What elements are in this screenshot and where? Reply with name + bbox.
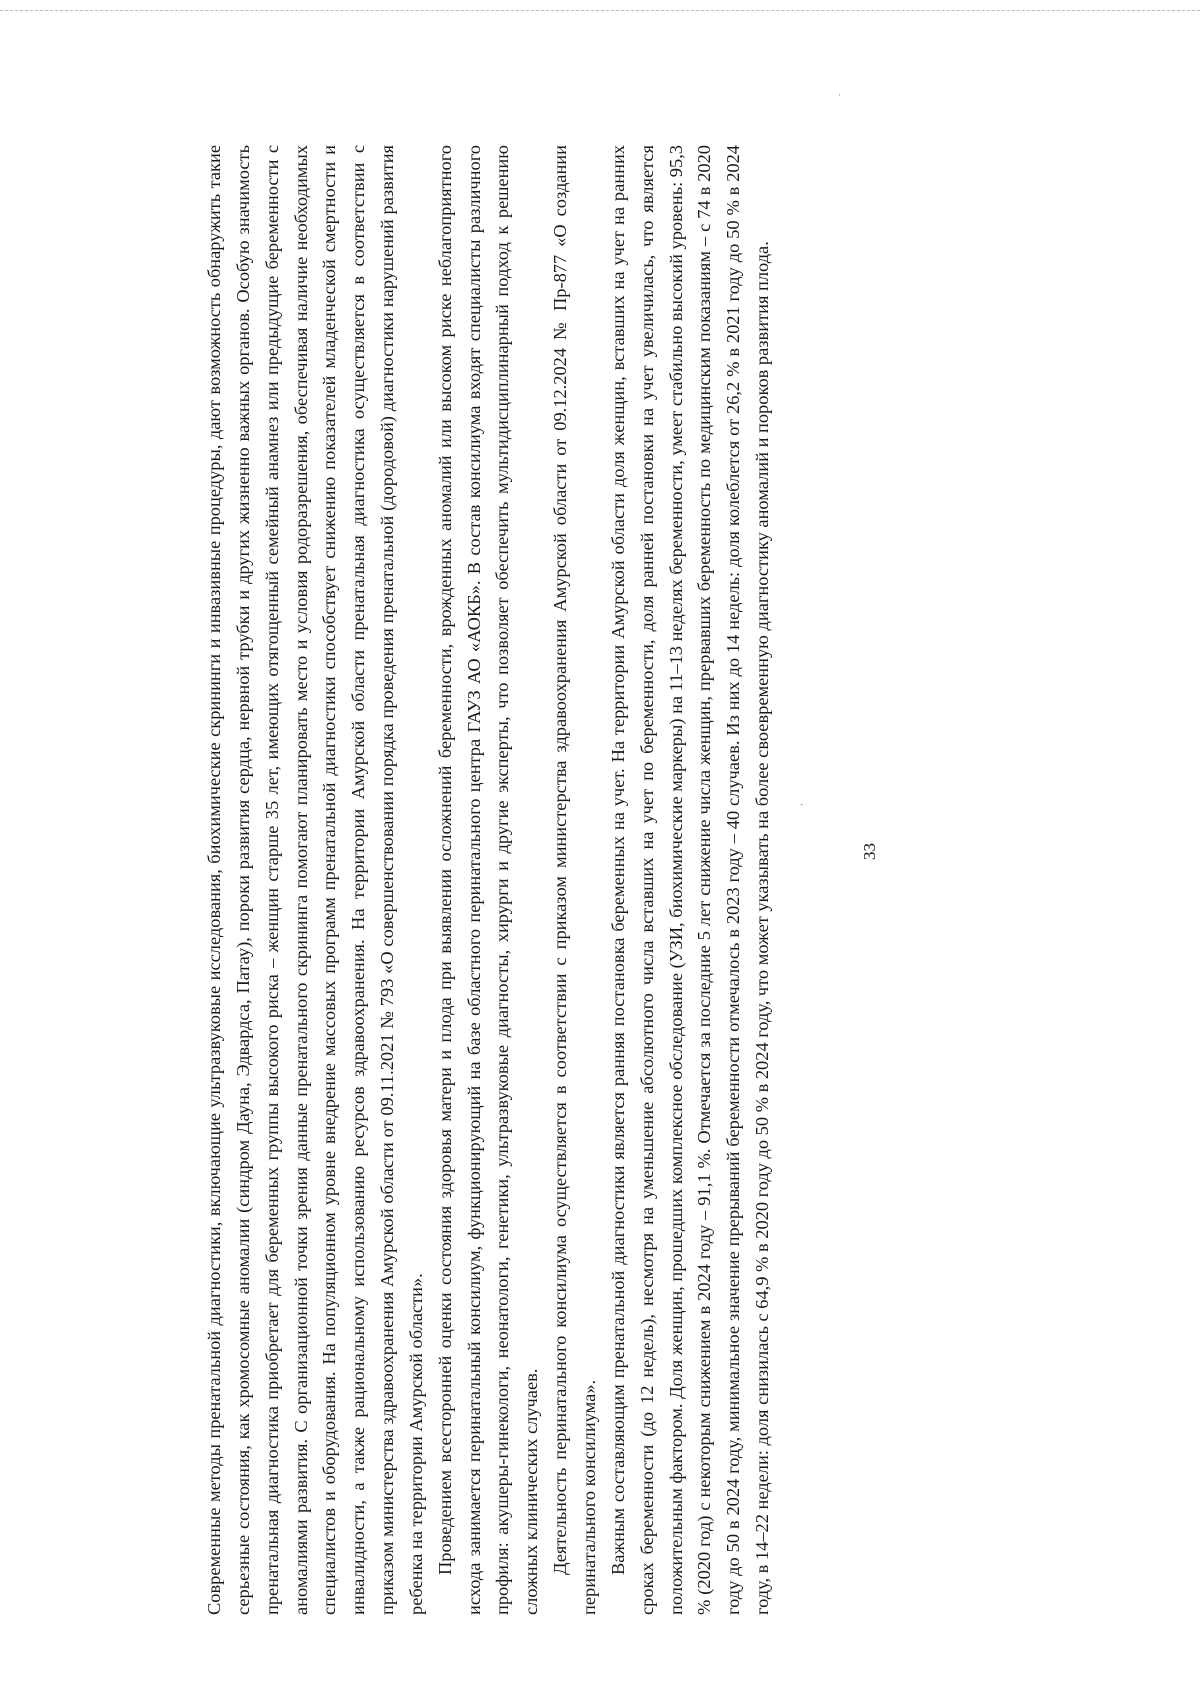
- paragraph-prenatal-methods: Современные методы пренатальной диагностики, включающие ультразвуковые исследования, биохимические скрининги и инвазивные процедуры, дают возможность обнаружить такие серьезные состояния, как хромосомные аномалии (синдром Дауна, Эдвардса, Патау), пороки развития сердца, нервной трубки и других жизненно важных органов. Особую значимость пренатальная диагностика приобретает для беременных группы высокого риска – женщин старше 35 лет, имеющих отягощенный семейный анамнез или предыдущие беременности с аномалиями развития. С организационной точки зрения данные пренатального скрининга помогают планировать место и условия родоразрешения, обеспечивая наличие необходимых специалистов и оборудования. На популяционном уровне внедрение массовых программ пренатальной диагностики способствует снижению показателей младенческой смертности и инвалидности, а также рациональному использованию ресурсов здравоохранения. На территории Амурской области пренатальная диагностика осуществляется в соответствии с приказом министерства здравоохранения Амурской области от 09.11.2021 № 793 «О совершенствовании порядка проведения пренатальной (дородовой) диагностики нарушений развития ребенка на территории Амурской области».: [204, 145, 426, 1615]
- scan-edge: [0, 0, 1200, 11]
- paragraph-early-registration: Важным составляющим пренатальной диагностики является ранняя постановка беременных на учет. На территории Амурской области доля женщин, вставших на учет на ранних сроках беременности (до 12 недель), несмотря на уменьшение абсолютного числа вставших на учет по беременности, доля ранней постановки на учет увеличилась, что является положительным фактором. Доля женщин, прошедших комплексное обследование (УЗИ, биохимические маркеры) на 11–13 неделях беременности, умеет стабильно высокий уровень: 95,3 % (2020 год) с некоторым снижением в 2024 году – 91,1 %. Отмечается за последние 5 лет снижение числа женщин, прервавших беременность по медицинским показаниям – с 74 в 2020 году до 50 в 2024 году, минимальное значение прерываний беременности отмечалось в 2023 году – 40 случаев. Из них до 14 недель: доля колеблется от 26,2 % в 2021 году до 50 % в 2024 году, в 14–22 недели: доля снизилась с 64,9 % в 2020 году до 50 % в 2024 году, что может указывать на более своевременную диагностику аномалий и пороков развития плода.: [607, 145, 773, 1615]
- page-number: 33: [860, 843, 879, 860]
- scan-speck: ˌ: [838, 85, 842, 96]
- paragraph-council-order: Деятельность перинатального консилиума осуществляется в соответствии с приказом министерства здравоохранения Амурской области от 09.12.2024 № Пр-877 «О создании перинатального консилиума».: [550, 145, 599, 1615]
- paragraph-perinatal-council: Проведением всесторонней оценки состояния здоровья матери и плода при выявлении осложнений беременности, врожденных аномалий или высоком риске неблагоприятного исхода занимается перинатальный консилиум, функционирующий на базе областного перинатального центра ГАУЗ АО «АОКБ». В состав консилиума входят специалисты различного профиля: акушеры-гинекологи, неонатологи, генетики, ультразвуковые диагносты, хирурги и другие эксперты, что позволяет обеспечить мультидисциплинарный подход к решению сложных клинических случаев.: [434, 145, 542, 1615]
- document-body: [200, 145, 1080, 1615]
- scan-speck: ˏ: [800, 795, 804, 806]
